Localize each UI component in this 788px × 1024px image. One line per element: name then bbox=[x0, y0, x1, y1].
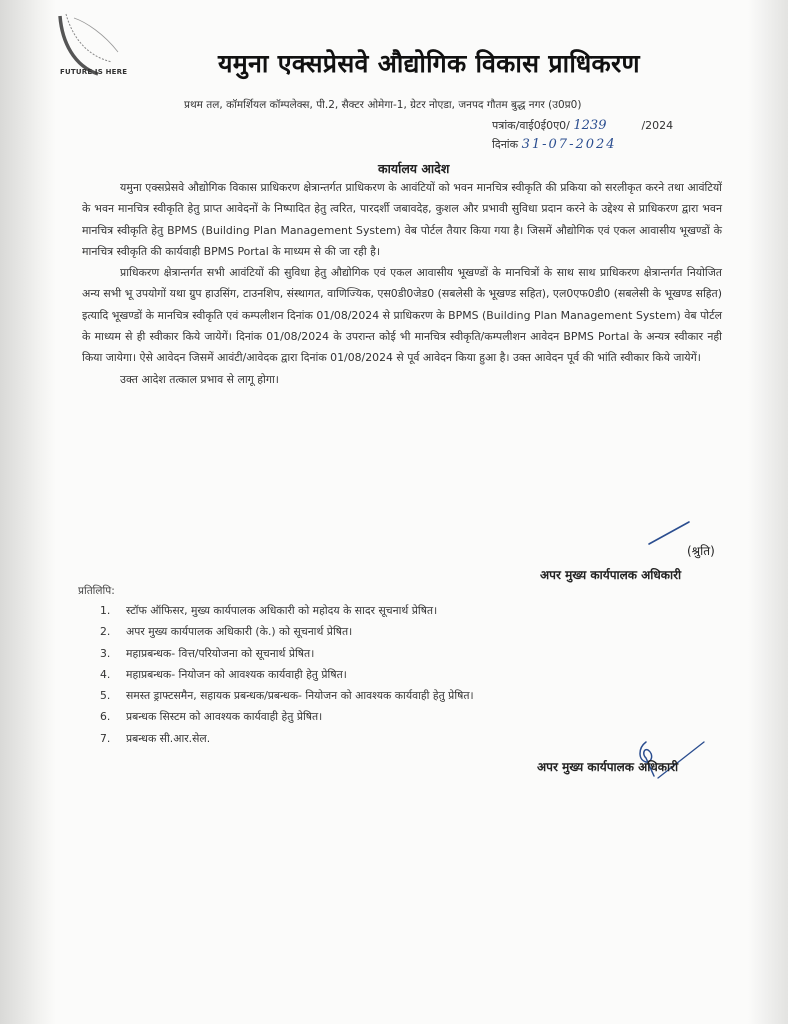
page-shadow-right bbox=[748, 0, 788, 1024]
ref-suffix: /2024 bbox=[641, 119, 674, 132]
reference-number bbox=[492, 118, 673, 133]
date-value: 31-07-2024 bbox=[521, 137, 617, 152]
order-body bbox=[82, 177, 722, 390]
order-heading: कार्यालय आदेश bbox=[378, 161, 450, 176]
authority-address: प्रथम तल, कॉमर्शियल कॉम्पलेक्स, पी.2, सैक्टर ओमेगा-1, ग्रेटर नोएडा, जनपद गौतम बुद्ध नगर (उ0प्र0) bbox=[184, 99, 582, 111]
copy-to-list bbox=[100, 600, 474, 749]
authority-title: यमुना एक्सप्रेसवे औद्योगिक विकास प्राधिकरण bbox=[218, 49, 640, 78]
order-closing: उक्त आदेश तत्काल प्रभाव से लागू होगा। bbox=[120, 372, 279, 386]
page-shadow-left bbox=[0, 0, 56, 1024]
signatory-designation-2: अपर मुख्य कार्यपालक अधिकारी bbox=[537, 760, 679, 774]
list-item: 2. अपर मुख्य कार्यपालक अधिकारी (के.) को सूचनार्थ प्रेषित। bbox=[100, 625, 353, 639]
list-item: 3. महाप्रबन्धक- वित्त/परियोजना को सूचनार्थ प्रेषित। bbox=[100, 646, 315, 660]
order-paragraph-1: यमुना एक्सप्रेसवे औद्योगिक विकास प्राधिकरण क्षेत्रान्तर्गत प्राधिकरण के आवंटियों को भवन मानचित्र स्वीकृति की प्रकिया को सरलीकृत करने तथा आवंटियों के भवन मानचित्र स्वीकृति हेतु प्राप्त आवेदनों के निष्पादित हेतु त्वरित, पारदर्शी जबावदेह, कुशल और प्रभावी सुविधा प्रदान करने के उद्देश्य से प्राधिकरण द्वारा भवन मानचित्र स्वीकृति हेतु BPMS (Building Plan Management System) वेब पोर्टल तैयार किया गया है। जिसमें औद्योगिक एवं एकल आवासीय भूखण्डों के मानचित्र स्वीकृति की कार्यवाही BPMS Portal के माध्यम से की जा रही है। bbox=[82, 181, 722, 258]
signatory-designation: अपर मुख्य कार्यपालक अधिकारी bbox=[540, 568, 682, 582]
list-item: 4. महाप्रबन्धक- नियोजन को आवश्यक कार्यवाही हेतु प्रेषित। bbox=[100, 667, 347, 681]
list-item: 7. प्रबन्धक सी.आर.सेल. bbox=[100, 731, 211, 745]
date-line bbox=[492, 137, 617, 152]
date-prefix: दिनांक bbox=[492, 138, 519, 151]
copy-to-label: प्रतिलिपि: bbox=[78, 585, 115, 597]
ref-number: 1239 bbox=[573, 118, 607, 133]
list-item: 1. स्टॉफ ऑफिसर, मुख्य कार्यपालक अधिकारी को महोदय के सादर सूचनार्थ प्रेषित। bbox=[100, 604, 438, 617]
list-item: 6. प्रबन्धक सिस्टम को आवश्यक कार्यवाही हेतु प्रेषित। bbox=[100, 710, 323, 724]
signatory-name: (श्रुति) bbox=[687, 544, 715, 558]
ref-prefix: पत्रांक/वाई0ई0ए0/ bbox=[492, 119, 570, 132]
logo-tagline: FUTURE IS HERE bbox=[60, 68, 128, 76]
order-paragraph-2: प्राधिकरण क्षेत्रान्तर्गत सभी आवंटियों की सुविधा हेतु औद्योगिक एवं एकल आवासीय भूखण्डों के मानचित्रों के साथ साथ प्राधिकरण क्षेत्रान्तर्गत नियोजित अन्य सभी भू उपयोगों यथा ग्रुप हाउसिंग, टाउनशिप, संस्थागत, वाणिज्यिक, एस0डी0जेड0 (सबलेसी के भूखण्ड सहित), एल0एफ0डी0 (सबलेसी के भूखण्ड सहित) इत्यादि भूखण्डों के मानचित्र स्वीकृति एवं कम्पलीशन दिनांक 01/08/2024 से प्राधिकरण के BPMS (Building Plan Management System) वेब पोर्टल के माध्यम से ही स्वीकार किये जायेगें। दिनांक 01/08/2024 के उपरान्त कोई भी मानचित्र स्वीकृति/कम्पलीशन आवेदन BPMS Portal के अन्यत्र स्वीकार नही किया जायेगा। ऐसे आवेदन जिसमें आवंटी/आवेदक द्वारा दिनांक 01/08/2024 से पूर्व आवेदन किया हुआ है। उक्त आवेदन पूर्व की भांति स्वीकार किये जायेगें। bbox=[82, 266, 722, 365]
list-item: 5. समस्त ड्राफ्टसमैन, सहायक प्रबन्धक/प्रबन्धक- नियोजन को आवश्यक कार्यवाही हेतु प्रेषित। bbox=[100, 689, 474, 703]
